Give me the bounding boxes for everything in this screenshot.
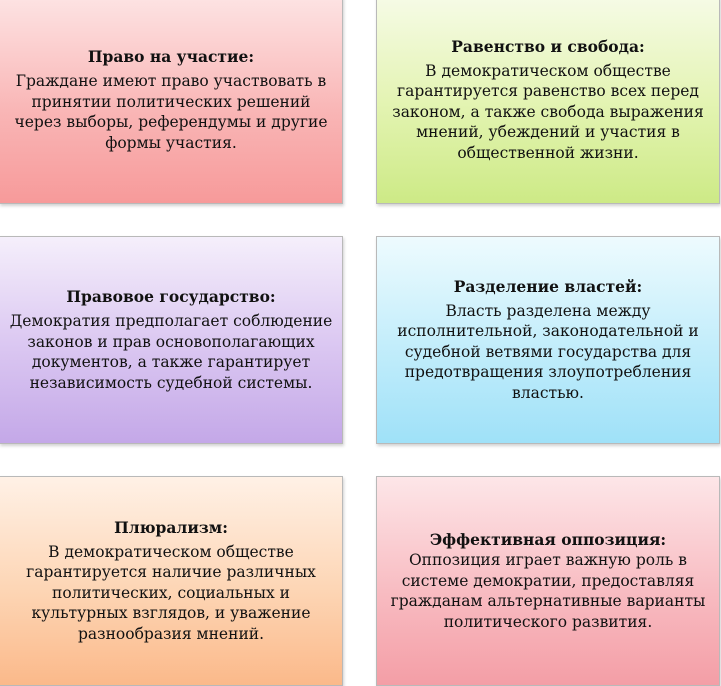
card-line: документов, а также гарантирует: [31, 353, 311, 371]
card-right-to-participation: [0, 0, 343, 204]
card-text: [391, 550, 706, 632]
card-effective-opposition: [376, 476, 720, 686]
card-line: политических, социальных и: [52, 583, 290, 602]
card-line: Оппозиция играет важную роль в: [408, 551, 688, 569]
card-line: общественной жизни.: [457, 143, 639, 162]
card-line: гражданам альтернативные варианты: [390, 592, 706, 610]
card-text: [14, 71, 327, 153]
card-line: системе демократии, предоставляя: [401, 571, 695, 590]
card-line: В демократическом обществе: [48, 542, 294, 561]
card-line: судебной ветвями государства для: [404, 342, 692, 361]
card-line: формы участия.: [105, 133, 237, 152]
card-text: [26, 542, 316, 645]
card-line: властью.: [512, 383, 584, 402]
card-line: Демократия предполагает соблюдение: [9, 312, 333, 330]
card-line: В демократическом обществе: [425, 61, 671, 80]
card-line: Власть разделена между: [445, 301, 651, 320]
card-line: независимость судебной системы.: [29, 373, 313, 392]
card-line: разнообразия мнений.: [77, 624, 265, 643]
card-text: [392, 61, 704, 164]
card-title: Правовое государство:: [66, 287, 276, 306]
card-line: исполнительной, законодательной и: [397, 322, 699, 341]
card-pluralism: [0, 476, 343, 686]
card-text: [397, 301, 699, 404]
card-line: законом, а также свобода выражения: [392, 102, 704, 121]
card-line: гарантируется наличие различных: [26, 563, 316, 582]
card-title: Право на участие:: [87, 47, 255, 66]
card-title: Разделение властей:: [453, 276, 643, 296]
card-line: через выборы, референдумы и другие: [14, 113, 328, 131]
card-line: мнений, убеждений и участия в: [416, 123, 680, 142]
card-line: законов и прав основополагающих: [27, 332, 315, 351]
card-line: гарантируется равенство всех перед: [397, 82, 699, 101]
card-separation-of-powers: [376, 236, 720, 444]
card-title: Плюрализм:: [114, 517, 228, 537]
card-line: предотвращения злоупотребления: [404, 363, 692, 382]
card-rule-of-law: [0, 236, 343, 444]
card-line: культурных взглядов, и уважение: [31, 604, 311, 623]
card-line: политического развития.: [443, 612, 653, 631]
card-line: Граждане имеют право участвовать в: [15, 72, 327, 90]
card-title: Эффективная оппозиция:: [429, 530, 667, 549]
card-equality-and-freedom: [376, 0, 720, 204]
card-line: принятии политических решений: [31, 92, 311, 111]
card-title: Равенство и свобода:: [451, 36, 645, 56]
card-text: [10, 311, 333, 393]
